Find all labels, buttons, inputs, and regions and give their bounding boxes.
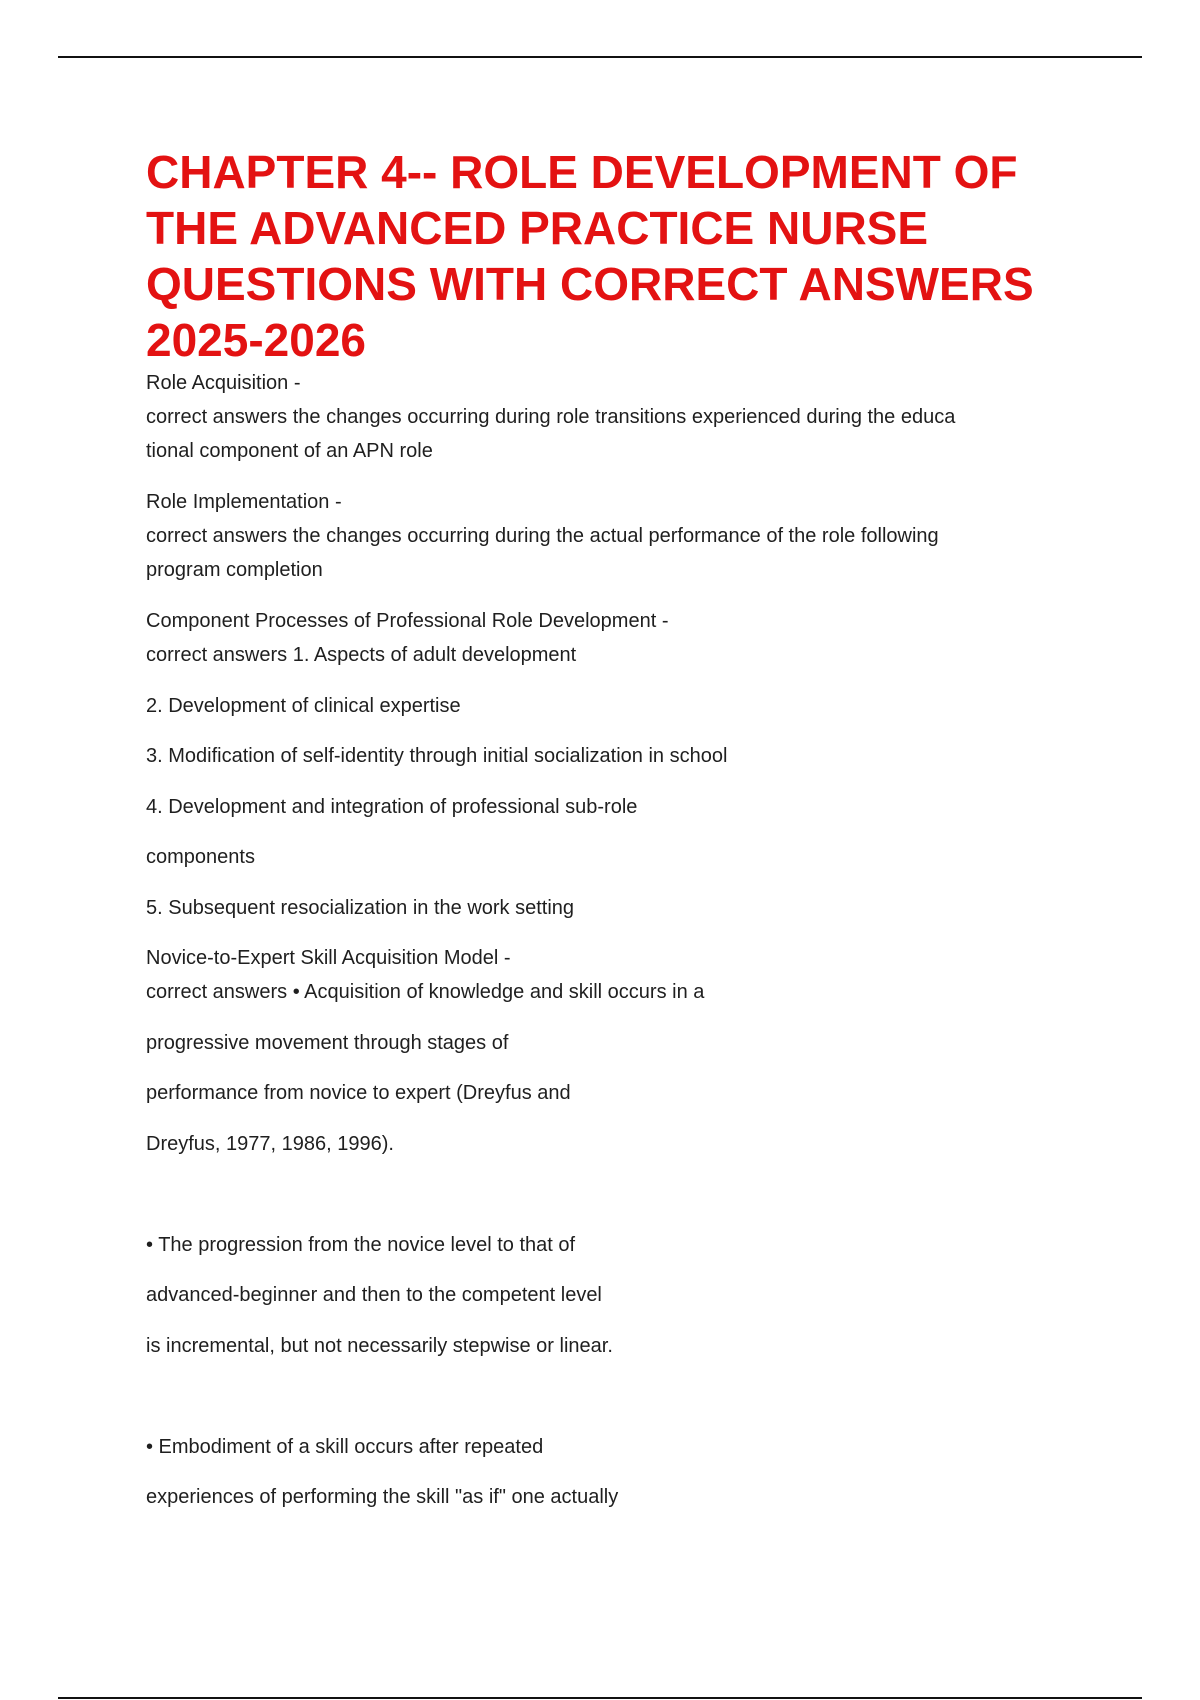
list-item: 4. Development and integration of professional sub-role <box>146 796 638 818</box>
list-item: 3. Modification of self-identity through initial socialization in school <box>146 745 728 767</box>
answer-line: correct answers • Acquisition of knowledge and skill occurs in a <box>146 981 705 1003</box>
answer-line: performance from novice to expert (Dreyfus and <box>146 1082 571 1104</box>
answer-line: progressive movement through stages of <box>146 1032 509 1054</box>
document-title: CHAPTER 4-- ROLE DEVELOPMENT OF THE ADVANCED PRACTICE NURSE QUESTIONS WITH CORRECT ANSWERS 2025-2026 <box>146 146 1034 366</box>
list-item: 2. Development of clinical expertise <box>146 695 461 717</box>
list-item: 5. Subsequent resocialization in the work setting <box>146 897 575 919</box>
answer-line: correct answers the changes occurring during the actual performance of the role following <box>146 525 939 547</box>
list-item: components <box>146 846 255 868</box>
term-novice-to-expert: Novice-to-Expert Skill Acquisition Model - <box>146 947 511 969</box>
answer-line: correct answers the changes occurring during role transitions experienced during the educa <box>146 406 956 428</box>
bullet-line: is incremental, but not necessarily stepwise or linear. <box>146 1335 613 1357</box>
bullet-line: advanced-beginner and then to the competent level <box>146 1284 602 1306</box>
answer-line: Dreyfus, 1977, 1986, 1996). <box>146 1133 394 1155</box>
top-rule <box>58 56 1142 58</box>
answer-line: program completion <box>146 559 323 581</box>
term-role-implementation: Role Implementation - <box>146 491 342 513</box>
bullet-line: • The progression from the novice level to that of <box>146 1234 576 1256</box>
term-role-acquisition: Role Acquisition - <box>146 372 301 394</box>
term-component-processes: Component Processes of Professional Role Development - <box>146 610 669 632</box>
answer-line: correct answers 1. Aspects of adult development <box>146 644 577 666</box>
bullet-line: • Embodiment of a skill occurs after repeated <box>146 1436 544 1458</box>
answer-line: tional component of an APN role <box>146 440 433 462</box>
bottom-rule <box>58 1697 1142 1699</box>
bullet-line: experiences of performing the skill "as if" one actually <box>146 1486 619 1508</box>
